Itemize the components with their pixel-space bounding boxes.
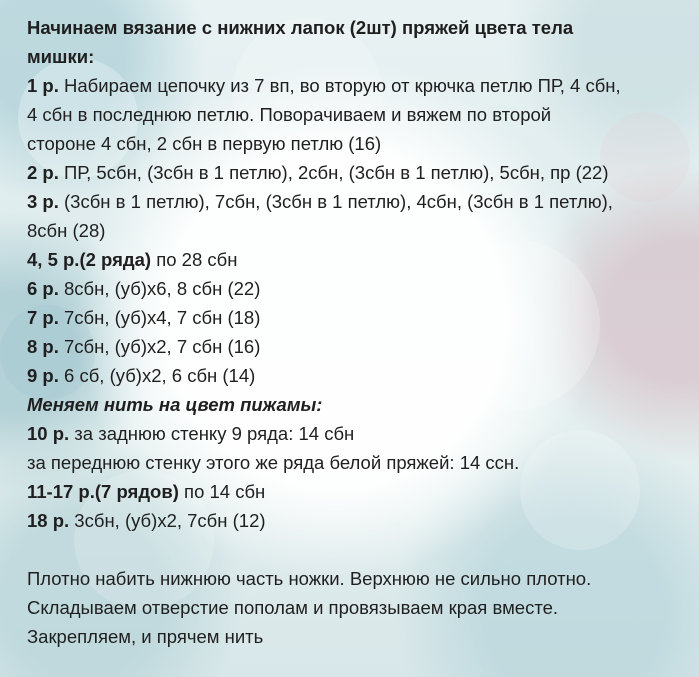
row-7-label: 7 р.	[27, 307, 59, 328]
row-2-label: 2 р.	[27, 162, 59, 183]
row-11-17	[27, 477, 699, 506]
row-3-label: 3 р.	[27, 191, 59, 212]
row-7-text: 7сбн, (уб)х4, 7 сбн (18)	[58, 307, 261, 328]
row-1-line-1	[27, 71, 699, 100]
row-4-5-text: по 28 сбн	[151, 249, 238, 270]
row-9	[27, 361, 699, 390]
row-11-17-label: 11-17 р.(7 рядов)	[27, 481, 179, 502]
row-9-text: 6 сб, (уб)х2, 6 сбн (14)	[58, 365, 256, 386]
row-10-line-1	[27, 419, 699, 448]
row-10-text-1: за заднюю стенку 9 ряда: 14 сбн	[69, 423, 355, 444]
row-6	[27, 274, 699, 303]
row-8-text: 7сбн, (уб)х2, 7 сбн (16)	[58, 336, 261, 357]
change-color-heading: Меняем нить на цвет пижамы:	[27, 394, 323, 415]
row-6-label: 6 р.	[27, 278, 59, 299]
row-11-17-text: по 14 сбн	[178, 481, 266, 502]
closing-line-1: Плотно набить нижнюю часть ножки. Верхнюю не сильно плотно.	[27, 568, 592, 589]
row-8-label: 8 р.	[27, 336, 59, 357]
row-2-text: ПР, 5сбн, (3сбн в 1 петлю), 2сбн, (3сбн в 1 петлю), 5сбн, пр (22)	[58, 162, 609, 183]
row-7	[27, 303, 699, 332]
paragraph-spacer	[27, 535, 699, 564]
row-1-label: 1 р.	[27, 75, 59, 96]
row-3-text-1: (3сбн в 1 петлю), 7сбн, (3сбн в 1 петлю), 4сбн, (3сбн в 1 петлю),	[58, 191, 613, 212]
instruction-title-line-2: мишки:	[27, 46, 95, 67]
row-18-text: 3сбн, (уб)х2, 7сбн (12)	[69, 510, 266, 531]
row-3-line-1	[27, 187, 699, 216]
closing-line-2: Складываем отверстие пополам и провязываем края вместе.	[27, 597, 559, 618]
row-4-5-label: 4, 5 р.(2 ряда)	[27, 249, 152, 270]
row-18	[27, 506, 699, 535]
row-18-label: 18 р.	[27, 510, 70, 531]
instruction-title-line-1: Начинаем вязание с нижних лапок (2шт) пряжей цвета тела	[27, 17, 574, 38]
knitting-instructions	[27, 13, 699, 651]
row-10-label: 10 р.	[27, 423, 70, 444]
row-9-label: 9 р.	[27, 365, 59, 386]
closing-line-3: Закрепляем, и прячем нить	[27, 626, 264, 647]
row-6-text: 8сбн, (уб)х6, 8 сбн (22)	[58, 278, 261, 299]
row-10-line-2: за переднюю стенку этого же ряда белой пряжей: 14 ссн.	[27, 452, 520, 473]
row-3-line-2: 8сбн (28)	[27, 220, 106, 241]
row-8	[27, 332, 699, 361]
row-4-5	[27, 245, 699, 274]
row-2	[27, 158, 699, 187]
row-1-line-2: 4 сбн в последнюю петлю. Поворачиваем и вяжем по второй	[27, 104, 552, 125]
row-1-line-3: стороне 4 сбн, 2 сбн в первую петлю (16)	[27, 133, 382, 154]
row-1-text-1: Набираем цепочку из 7 вп, во вторую от крючка петлю ПР, 4 сбн,	[58, 75, 621, 96]
